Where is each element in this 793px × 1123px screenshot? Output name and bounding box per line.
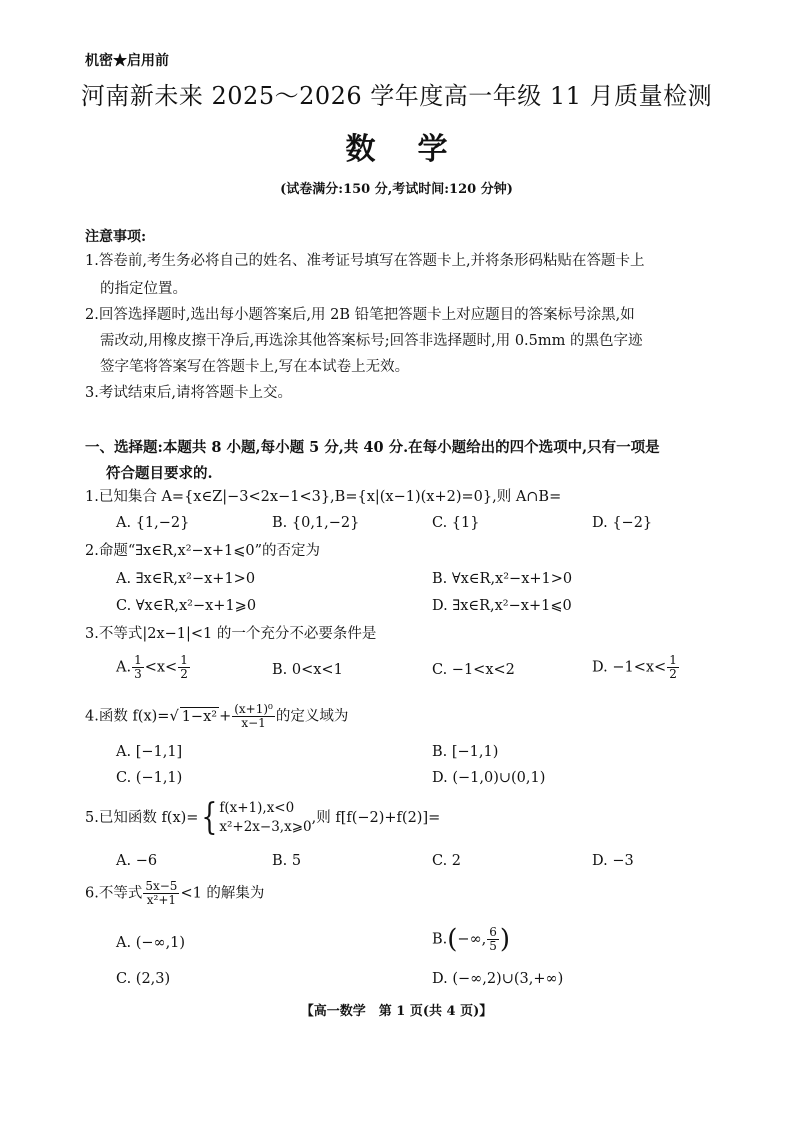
q3-option-d [592,654,680,681]
q6-b-frac-den: 5 [489,939,497,953]
q4-sqrt-sign: √ [169,708,179,725]
question-2-stem: 2.命题“∃x∈R,x²−x+1⩽0”的否定为 [85,543,321,559]
q5-stem-prefix: 5.已知函数 f(x)= [85,810,199,826]
q3-a-frac-2-num: 1 [180,653,188,667]
q4-option-b: B. [−1,1) [432,744,499,760]
q4-fraction-den: x−1 [241,716,266,730]
q1-option-c: C. {1} [432,515,480,531]
exam-info: (试卷满分:150 分,考试时间:120 分钟) [280,182,513,197]
q3-d-prefix: D. −1<x< [592,659,667,676]
q6-b-left-paren: ( [447,924,458,955]
note-2-cont2: 签字笔将答案写在答题卡上,写在本试卷上无效。 [100,359,410,375]
page-footer: 【高一数学 第 1 页(共 4 页)】 [300,1004,493,1019]
q3-a-middle: <x< [144,659,178,676]
q6-fraction-den: x²+1 [146,893,177,907]
q3-d-frac-den: 2 [669,667,677,681]
q1-option-b: B. {0,1,−2} [272,515,360,531]
q6-stem-prefix: 6.不等式 [85,885,143,902]
q3-option-c: C. −1<x<2 [432,662,515,678]
section-heading-cont: 符合题目要求的. [106,465,213,482]
q3-d-frac-num: 1 [669,653,677,667]
q5-option-a: A. −6 [116,853,158,869]
q3-option-a [116,654,191,681]
q2-option-c: C. ∀x∈R,x²−x+1⩾0 [116,598,257,614]
q6-b-prefix: B. [432,931,448,948]
confidential-label: 机密★启用前 [85,53,169,69]
q6-fraction-num: 5x−5 [145,879,178,893]
q4-option-c: C. (−1,1) [116,770,183,786]
notes-heading: 注意事项: [85,229,147,245]
q3-option-b: B. 0<x<1 [272,662,343,678]
q5-stem-suffix: ,则 f[f(−2)+f(2)]= [311,810,441,826]
q3-a-frac-1-den: 3 [134,667,142,681]
q4-stem-prefix: 4.函数 f(x)= [85,708,170,725]
q5-case-1: f(x+1),x<0 [219,800,295,816]
q6-stem-suffix: <1 的解集为 [180,885,265,902]
q6-b-frac-num: 6 [489,925,497,939]
note-2-cont: 需改动,用橡皮擦干净后,再选涂其他答案标号;回答非选择题时,用 0.5mm 的黑色字迹 [100,333,643,349]
q4-fraction-num: (x+1)⁰ [234,702,273,716]
q6-option-d: D. (−∞,2)∪(3,+∞) [432,971,564,987]
question-3-stem: 3.不等式|2x−1|<1 的一个充分不必要条件是 [85,626,377,642]
q4-stem-suffix: 的定义域为 [275,708,349,725]
q6-option-c: C. (2,3) [116,971,171,987]
section-heading: 一、选择题:本题共 8 小题,每小题 5 分,共 40 分.在每小题给出的四个选项中,只有一项是 [85,439,660,456]
question-6-stem [85,880,264,907]
q5-cases [219,799,311,837]
q5-brace: { [201,797,218,838]
q3-a-frac-1 [132,654,144,681]
subject-title: 数学 [345,132,490,167]
q2-option-a: A. ∃x∈R,x²−x+1>0 [116,571,256,587]
note-3: 3.考试结束后,请将答题卡上交。 [85,385,292,401]
q5-option-c: C. 2 [432,853,462,869]
q1-option-a: A. {1,−2} [116,515,190,531]
q4-option-d: D. (−1,0)∪(0,1) [432,770,546,786]
q4-option-a: A. [−1,1] [116,744,183,760]
note-1-cont: 的指定位置。 [100,281,187,297]
q3-a-frac-1-num: 1 [134,653,142,667]
exam-title: 河南新未来 2025～2026 学年度高一年级 11 月质量检测 [80,82,713,110]
q6-option-b [432,926,510,953]
q4-plus: + [219,708,232,725]
q4-fraction [232,703,275,730]
q1-option-d: D. {−2} [592,515,653,531]
q6-b-frac [487,926,499,953]
question-4-stem [85,703,348,730]
q3-d-frac [667,654,679,681]
question-5-stem [85,799,440,837]
note-2: 2.回答选择题时,选出每小题答案后,用 2B 铅笔把答题卡上对应题目的答案标号涂黑,如 [85,307,635,323]
q4-sqrt-body: 1−x² [181,708,218,725]
q2-option-b: B. ∀x∈R,x²−x+1>0 [432,571,573,587]
q6-b-inner: −∞, [457,931,487,948]
q6-option-a: A. (−∞,1) [116,935,186,951]
q3-a-frac-2-den: 2 [180,667,188,681]
q5-case-2: x²+2x−3,x⩾0 [219,819,312,835]
q6-b-right-paren: ) [499,924,511,955]
q3-a-frac-2 [178,654,190,681]
note-1: 1.答卷前,考生务必将自己的姓名、准考证号填写在答题卡上,并将条形码粘贴在答题卡上 [85,253,645,269]
q5-option-d: D. −3 [592,853,634,869]
q5-option-b: B. 5 [272,853,302,869]
question-1-stem: 1.已知集合 A={x∈Z|−3<2x−1<3},B={x|(x−1)(x+2)=0},则 A∩B= [85,489,562,505]
q2-option-d: D. ∃x∈R,x²−x+1⩽0 [432,598,572,614]
q3-a-prefix: A. [116,659,132,676]
q6-fraction [143,880,179,907]
